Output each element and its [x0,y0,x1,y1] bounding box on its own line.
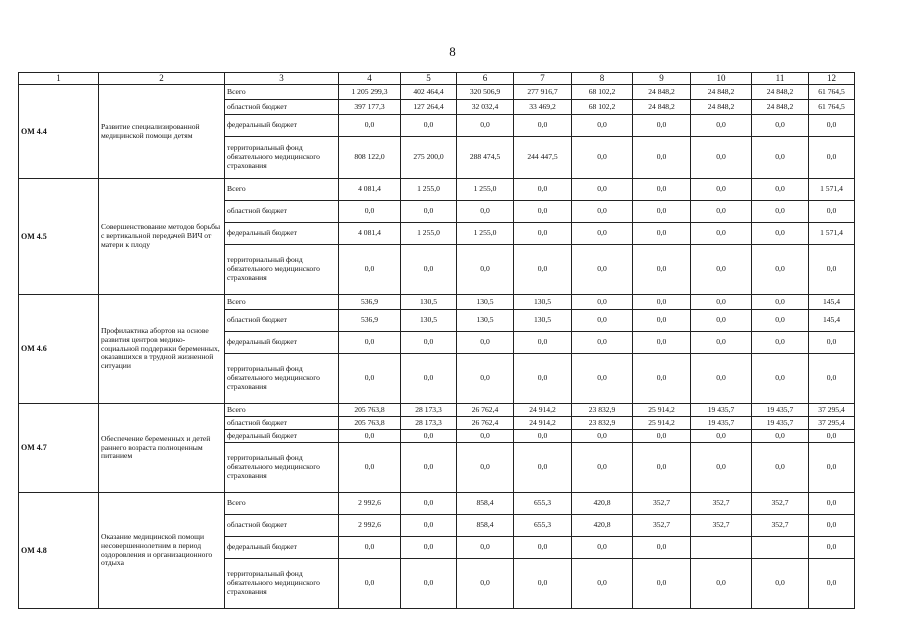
amount-cell: 19 435,7 [691,404,752,417]
measure-name: Совершенствование методов борьбы с вертикальной передачей ВИЧ от матери к плоду [99,179,225,295]
amount-cell: 1 255,0 [401,223,457,245]
amount-cell: 0,0 [401,430,457,443]
amount-cell: 420,8 [572,515,633,537]
amount-cell: 0,0 [691,201,752,223]
amount-cell: 0,0 [809,430,855,443]
amount-cell: 420,8 [572,493,633,515]
amount-cell: 205 763,8 [339,404,401,417]
amount-cell: 0,0 [691,295,752,310]
amount-cell: 536,9 [339,310,401,332]
amount-cell: 61 764,5 [809,100,855,115]
amount-cell: 0,0 [572,115,633,137]
funding-source: областной бюджет [225,515,339,537]
amount-cell: 0,0 [691,430,752,443]
amount-cell: 0,0 [514,223,572,245]
amount-cell: 397 177,3 [339,100,401,115]
measure-code: ОМ 4.5 [19,179,99,295]
table-body [19,85,855,609]
amount-cell: 0,0 [572,245,633,295]
amount-cell: 0,0 [691,310,752,332]
amount-cell: 0,0 [339,115,401,137]
amount-cell: 0,0 [339,559,401,609]
amount-cell: 0,0 [752,443,809,493]
amount-cell: 0,0 [691,354,752,404]
row-total [19,179,855,201]
amount-cell: 37 295,4 [809,404,855,417]
amount-cell: 0,0 [401,493,457,515]
measure-name: Профилактика абортов на основе развития центров медико-социальной поддержки беременных, оказавшихся в трудной жизненной ситуации [99,295,225,404]
amount-cell: 0,0 [691,223,752,245]
amount-cell: 0,0 [339,430,401,443]
amount-cell: 1 571,4 [809,179,855,201]
amount-cell: 288 474,5 [457,137,514,179]
amount-cell: 0,0 [339,245,401,295]
measure-code: ОМ 4.6 [19,295,99,404]
funding-source: Всего [225,85,339,100]
amount-cell: 37 295,4 [809,417,855,430]
amount-cell: 0,0 [401,201,457,223]
amount-cell: 0,0 [514,430,572,443]
column-header: 8 [572,73,633,85]
column-header: 2 [99,73,225,85]
column-number-row [19,73,855,85]
amount-cell: 0,0 [809,559,855,609]
column-header: 12 [809,73,855,85]
amount-cell: 0,0 [401,515,457,537]
amount-cell: 0,0 [809,201,855,223]
amount-cell: 0,0 [691,179,752,201]
budget-table [18,72,855,609]
funding-source: территориальный фонд обязательного медицинского страхования [225,137,339,179]
amount-cell: 0,0 [633,295,691,310]
amount-cell: 2 992,6 [339,493,401,515]
amount-cell: 0,0 [457,430,514,443]
amount-cell: 352,7 [691,493,752,515]
amount-cell: 0,0 [572,443,633,493]
amount-cell: 0,0 [572,332,633,354]
column-header: 10 [691,73,752,85]
row-total [19,404,855,417]
amount-cell: 0,0 [457,115,514,137]
amount-cell: 0,0 [752,115,809,137]
amount-cell: 145,4 [809,310,855,332]
amount-cell: 0,0 [339,354,401,404]
amount-cell: 655,3 [514,493,572,515]
amount-cell: 24 848,2 [691,100,752,115]
amount-cell: 0,0 [691,115,752,137]
amount-cell: 23 832,9 [572,417,633,430]
amount-cell: 130,5 [514,310,572,332]
funding-source: территориальный фонд обязательного медицинского страхования [225,559,339,609]
measure-name: Развитие специализированной медицинской помощи детям [99,85,225,179]
amount-cell: 24 914,2 [514,417,572,430]
amount-cell: 0,0 [401,332,457,354]
amount-cell: 0,0 [752,354,809,404]
funding-source: федеральный бюджет [225,537,339,559]
column-header: 6 [457,73,514,85]
amount-cell: 0,0 [633,245,691,295]
amount-cell: 32 032,4 [457,100,514,115]
amount-cell: 0,0 [633,559,691,609]
amount-cell: 320 506,9 [457,85,514,100]
amount-cell: 0,0 [457,354,514,404]
amount-cell: 0,0 [752,559,809,609]
amount-cell: 127 264,4 [401,100,457,115]
amount-cell: 0,0 [572,179,633,201]
amount-cell [752,537,809,559]
measure-code: ОМ 4.8 [19,493,99,609]
funding-source: Всего [225,404,339,417]
amount-cell: 1 255,0 [457,179,514,201]
amount-cell: 0,0 [752,430,809,443]
amount-cell: 25 914,2 [633,417,691,430]
funding-source: Всего [225,493,339,515]
measure-name: Оказание медицинской помощи несовершеннолетним в период оздоровления и организационного отдыха [99,493,225,609]
amount-cell: 28 173,3 [401,417,457,430]
amount-cell: 26 762,4 [457,404,514,417]
page-number: 8 [449,44,456,59]
amount-cell: 0,0 [633,310,691,332]
column-header: 7 [514,73,572,85]
amount-cell: 19 435,7 [752,417,809,430]
column-header: 3 [225,73,339,85]
amount-cell: 26 762,4 [457,417,514,430]
amount-cell: 0,0 [401,354,457,404]
column-header: 11 [752,73,809,85]
amount-cell: 0,0 [514,245,572,295]
amount-cell: 0,0 [572,354,633,404]
amount-cell: 0,0 [752,179,809,201]
amount-cell: 0,0 [633,201,691,223]
funding-source: территориальный фонд обязательного медицинского страхования [225,443,339,493]
funding-source: областной бюджет [225,100,339,115]
amount-cell: 0,0 [752,332,809,354]
amount-cell: 130,5 [514,295,572,310]
amount-cell: 0,0 [457,559,514,609]
amount-cell: 130,5 [401,310,457,332]
amount-cell: 277 916,7 [514,85,572,100]
amount-cell: 0,0 [633,332,691,354]
amount-cell: 0,0 [633,115,691,137]
amount-cell: 0,0 [691,443,752,493]
amount-cell [691,537,752,559]
amount-cell: 0,0 [633,354,691,404]
column-header: 5 [401,73,457,85]
amount-cell: 0,0 [572,559,633,609]
amount-cell: 68 102,2 [572,85,633,100]
amount-cell: 24 848,2 [752,100,809,115]
amount-cell: 0,0 [752,245,809,295]
amount-cell: 0,0 [401,115,457,137]
funding-source: областной бюджет [225,417,339,430]
amount-cell: 0,0 [572,223,633,245]
amount-cell: 0,0 [572,537,633,559]
measure-name: Обеспечение беременных и детей раннего возраста полноценным питанием [99,404,225,493]
amount-cell: 0,0 [633,443,691,493]
amount-cell: 0,0 [339,443,401,493]
column-header: 9 [633,73,691,85]
amount-cell: 0,0 [401,559,457,609]
amount-cell: 808 122,0 [339,137,401,179]
funding-source: областной бюджет [225,310,339,332]
amount-cell: 655,3 [514,515,572,537]
amount-cell: 0,0 [809,493,855,515]
amount-cell: 61 764,5 [809,85,855,100]
amount-cell: 0,0 [572,430,633,443]
amount-cell: 1 571,4 [809,223,855,245]
amount-cell: 0,0 [633,137,691,179]
amount-cell: 0,0 [572,137,633,179]
amount-cell: 858,4 [457,493,514,515]
amount-cell: 0,0 [339,201,401,223]
amount-cell: 0,0 [514,354,572,404]
amount-cell: 19 435,7 [691,417,752,430]
funding-source: федеральный бюджет [225,115,339,137]
amount-cell: 0,0 [339,332,401,354]
amount-cell: 0,0 [572,310,633,332]
amount-cell: 0,0 [752,201,809,223]
amount-cell: 0,0 [809,443,855,493]
amount-cell: 0,0 [752,295,809,310]
amount-cell: 0,0 [457,201,514,223]
amount-cell: 0,0 [457,443,514,493]
funding-source: территориальный фонд обязательного медицинского страхования [225,245,339,295]
amount-cell: 0,0 [691,559,752,609]
amount-cell: 0,0 [809,137,855,179]
amount-cell: 0,0 [401,443,457,493]
amount-cell: 275 200,0 [401,137,457,179]
amount-cell: 0,0 [691,245,752,295]
amount-cell: 0,0 [633,537,691,559]
amount-cell: 0,0 [514,115,572,137]
funding-source: федеральный бюджет [225,430,339,443]
amount-cell: 24 848,2 [752,85,809,100]
amount-cell: 130,5 [457,310,514,332]
amount-cell: 0,0 [752,137,809,179]
amount-cell: 4 081,4 [339,223,401,245]
amount-cell: 24 848,2 [633,100,691,115]
amount-cell: 24 914,2 [514,404,572,417]
amount-cell: 0,0 [401,245,457,295]
amount-cell: 0,0 [809,537,855,559]
amount-cell: 858,4 [457,515,514,537]
amount-cell: 402 464,4 [401,85,457,100]
funding-source: территориальный фонд обязательного медицинского страхования [225,354,339,404]
column-header: 4 [339,73,401,85]
amount-cell: 23 832,9 [572,404,633,417]
amount-cell: 0,0 [514,537,572,559]
amount-cell: 19 435,7 [752,404,809,417]
amount-cell: 352,7 [633,493,691,515]
amount-cell: 0,0 [633,223,691,245]
amount-cell: 0,0 [752,310,809,332]
row-total [19,85,855,100]
amount-cell: 0,0 [633,179,691,201]
amount-cell: 0,0 [633,430,691,443]
amount-cell: 0,0 [514,559,572,609]
amount-cell: 130,5 [401,295,457,310]
amount-cell: 33 469,2 [514,100,572,115]
amount-cell: 0,0 [809,245,855,295]
amount-cell: 24 848,2 [633,85,691,100]
amount-cell: 352,7 [752,515,809,537]
amount-cell: 28 173,3 [401,404,457,417]
amount-cell: 0,0 [514,201,572,223]
amount-cell: 0,0 [514,179,572,201]
amount-cell: 0,0 [514,332,572,354]
amount-cell: 352,7 [633,515,691,537]
amount-cell: 130,5 [457,295,514,310]
amount-cell: 244 447,5 [514,137,572,179]
amount-cell: 0,0 [339,537,401,559]
funding-source: областной бюджет [225,201,339,223]
measure-code: ОМ 4.7 [19,404,99,493]
column-header: 1 [19,73,99,85]
amount-cell: 2 992,6 [339,515,401,537]
funding-source: Всего [225,295,339,310]
amount-cell: 0,0 [514,443,572,493]
amount-cell: 0,0 [457,537,514,559]
funding-source: федеральный бюджет [225,223,339,245]
amount-cell: 0,0 [691,332,752,354]
amount-cell: 0,0 [809,515,855,537]
amount-cell: 205 763,8 [339,417,401,430]
row-total [19,493,855,515]
amount-cell: 0,0 [572,295,633,310]
measure-code: ОМ 4.4 [19,85,99,179]
amount-cell: 4 081,4 [339,179,401,201]
funding-source: федеральный бюджет [225,332,339,354]
amount-cell: 0,0 [457,245,514,295]
amount-cell: 0,0 [691,137,752,179]
amount-cell: 536,9 [339,295,401,310]
amount-cell: 145,4 [809,295,855,310]
amount-cell: 0,0 [401,537,457,559]
amount-cell: 352,7 [752,493,809,515]
amount-cell: 24 848,2 [691,85,752,100]
amount-cell: 0,0 [457,332,514,354]
amount-cell: 0,0 [752,223,809,245]
amount-cell: 352,7 [691,515,752,537]
amount-cell: 0,0 [809,332,855,354]
amount-cell: 1 205 299,3 [339,85,401,100]
amount-cell: 1 255,0 [457,223,514,245]
amount-cell: 0,0 [809,115,855,137]
amount-cell: 1 255,0 [401,179,457,201]
amount-cell: 68 102,2 [572,100,633,115]
funding-source: Всего [225,179,339,201]
amount-cell: 25 914,2 [633,404,691,417]
row-total [19,295,855,310]
amount-cell: 0,0 [572,201,633,223]
amount-cell: 0,0 [809,354,855,404]
